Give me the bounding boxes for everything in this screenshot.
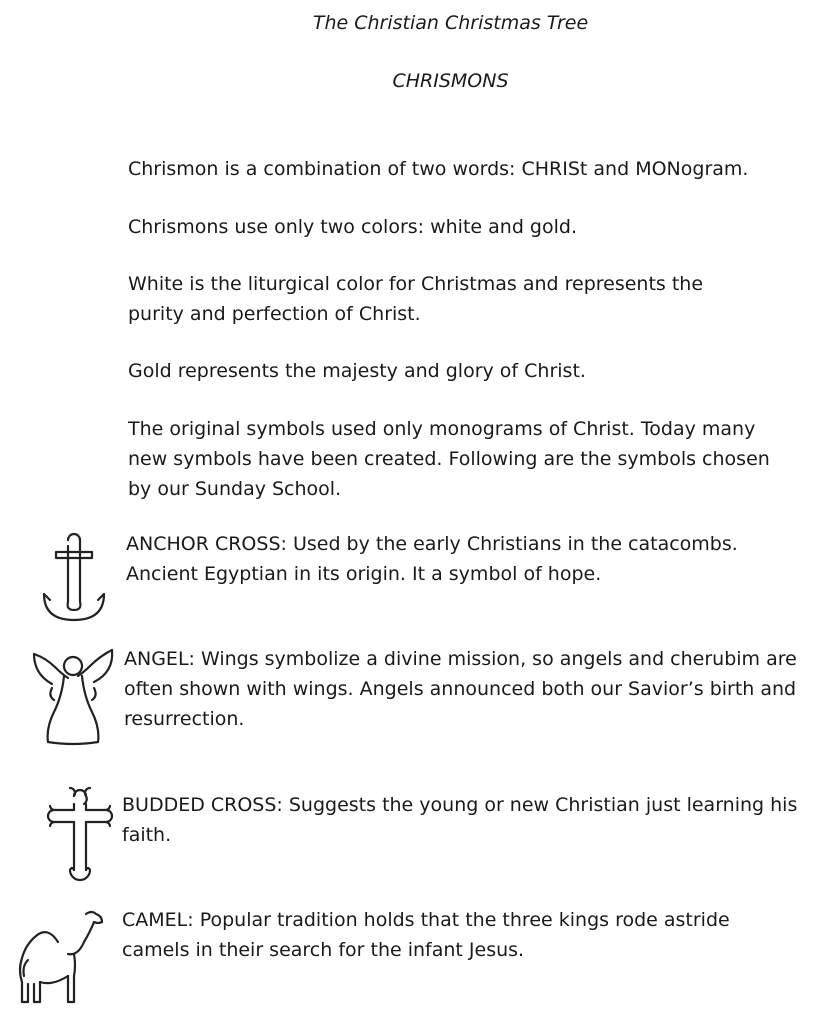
- document-subtitle: CHRISMONS: [392, 70, 509, 92]
- paragraph-white: White is the liturgical color for Christmas and represents the purity and perfection of Christ.: [128, 273, 704, 325]
- angel-icon: [30, 642, 116, 750]
- camel-icon: [14, 906, 114, 1010]
- symbol-text-camel: CAMEL: Popular tradition holds that the three kings rode astride camels in their search for the infant Jesus.: [122, 909, 730, 961]
- symbol-text-budded-cross: BUDDED CROSS: Suggests the young or new Christian just learning his faith.: [122, 794, 798, 846]
- paragraph-colors: Chrismons use only two colors: white and gold.: [128, 216, 577, 238]
- symbol-text-angel: ANGEL: Wings symbolize a divine mission, so angels and cherubim are often shown with wings. Angels announced both our Savior’s birth and resurrection.: [124, 648, 797, 730]
- anchor-cross-icon: [38, 528, 110, 630]
- budded-cross-icon: [40, 780, 120, 892]
- paragraph-gold: Gold represents the majesty and glory of Christ.: [128, 360, 586, 382]
- paragraph-chrismon-definition: Chrismon is a combination of two words: CHRISt and MONogram.: [128, 158, 749, 180]
- document-title: The Christian Christmas Tree: [312, 12, 589, 34]
- paragraph-original-symbols: The original symbols used only monograms of Christ. Today many new symbols have been created. Following are the symbols chosen by our Sunday School.: [128, 418, 770, 500]
- symbol-text-anchor-cross: ANCHOR CROSS: Used by the early Christians in the catacombs. Ancient Egyptian in its origin. It a symbol of hope.: [126, 533, 738, 585]
